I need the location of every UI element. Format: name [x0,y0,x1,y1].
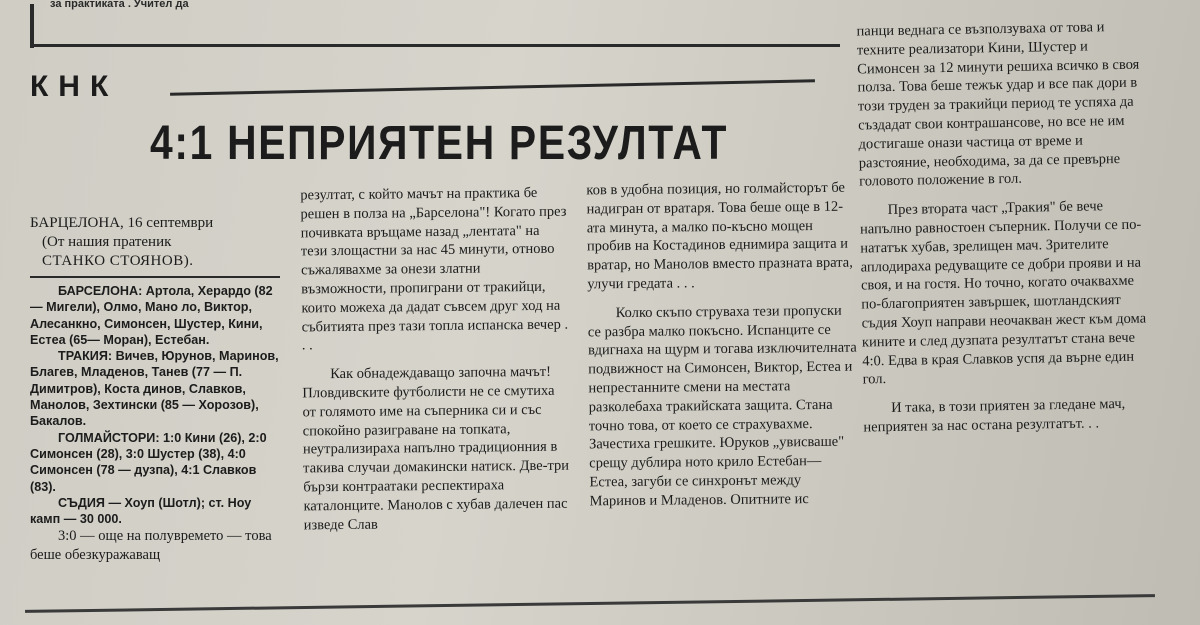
column-3 [586,179,859,511]
dateline-author: СТАНКО СТОЯНОВ). [42,253,194,269]
bottom-rule [25,594,1155,613]
article-paragraph: ков в удобна позиция, но голмайсторът бе надигран от вратаря. Това беше още в 12-ата минута, а малко по-късно мощен пробив на Костадинов еднимира защита и вратар, но Манолов вместо празната врата, улучи гредата . . . [586,179,853,293]
article-paragraph: През втората част „Тракия" бе вече напълно равностоен съперник. Получи се по-нататък хубав, зрелищен мач. Зрителите аплодираха редуващите се добри прояви и на своя, и на гостя. Но точно, когато очаквахме по-благоприятен завършек, шотландският съдия Хоуп направи неочакван жест към дома кините и след дузпата резултатът стана вече 4:0. Едва в края Славков успя да върне един гол. [859,198,1147,388]
column-1 [30,214,280,565]
article-headline: 4:1 НЕПРИЯТЕН РЕЗУЛТАТ [150,117,729,170]
barcelona-lineup: БАРСЕЛОНА: Артола, Херардо (82 — Мигели), Олмо, Мано ло, Виктор, Алесанкно, Симонсен, Шустер, Кини, Естеа (65— Моран), Естебан. [30,284,273,347]
article-paragraph: Колко скъпо струваха тези пропуски се разбра малко покъсно. Испанците се вдигнаха на щурм и тогава изключителната подвижност на Симонсен, Виктор, Естеа и непрестанните смени на местата разколебаха тракийската защита. Стана точно това, от което се страхувахме. Зачестиха грешките. Юруков „увисваше" срещу дублира ното крило Естебан—Естеа, загуби се синхронът между Маринов и Младенов. Опитните ис [587,302,857,510]
top-rule [30,44,840,47]
article-paragraph: Как обнадеждаващо започна мачът! Пловдивските футболисти не се смутиха от голямото име на съперника си и със спокойно разиграване на топката, неутрализираха напълно традиционния в такива случаи домакински натиск. Две-три бързи контраатаки респектираха каталонците. Манолов с хубав далечен пас изведе Слав [302,363,570,533]
scorers-list: ГОЛМАЙСТОРИ: 1:0 Кини (26), 2:0 Симонсен (28), 3:0 Шустер (38), 4:0 Симонсен (78 — дузпа), 4:1 Славков (83). [30,430,267,494]
dateline [30,214,280,271]
article-paragraph: И така, в този приятен за гледане мач, неприятен за нас остана резултатът. . . [863,396,1126,436]
top-corner-rule [30,4,34,48]
column-4 [856,18,1153,438]
separator [30,276,280,278]
article-paragraph: панци веднага се възползуваха от това и техните реализатори Кини, Шустер и Симонсен за 12 минути решиха всичко в своя полза. Това беше тежък удар и все пак дори в този труден за тракийци период те успяха да създадат свои контрашансове, но все не им достигаше онази частица от време и разстояние, необходима, за да се превърне головото положение в гол. [856,19,1140,190]
dateline-place: БАРЦЕЛОНА, 16 септември [30,215,214,231]
article-text: 3:0 — още на полувремето — това беше обезкуражаващ [30,528,272,564]
article-paragraph: резултат, с който мачът на практика бе решен в полза на „Барселона"! Когато през почивката връщаме назад „лентата" на тези злощастни за нас 45 минути, отново съжалявахме за онези златни възможности, пропиграни от тракийци, които можеха да дадат съвсем друг ход на събитията през тази топла испанска вечер . . . [300,184,569,354]
rubric-label: КНК [30,70,119,103]
column-2 [300,184,572,535]
trakia-lineup: ТРАКИЯ: Вичев, Юрунов, Маринов, Благев, Младенов, Танев (77 — П. Димитров), Коста динов, Славков, Манолов, Зехтински (85 — Хорозов), Бакалов. [30,349,279,429]
top-strip-text: за практиката . Учител да [50,0,189,10]
referee-info: СЪДИЯ — Хоуп (Шотл); ст. Ноу камп — 30 000. [30,495,252,527]
rubric-rule [170,79,815,96]
dateline-source: (От нашия пратеник [42,234,172,250]
